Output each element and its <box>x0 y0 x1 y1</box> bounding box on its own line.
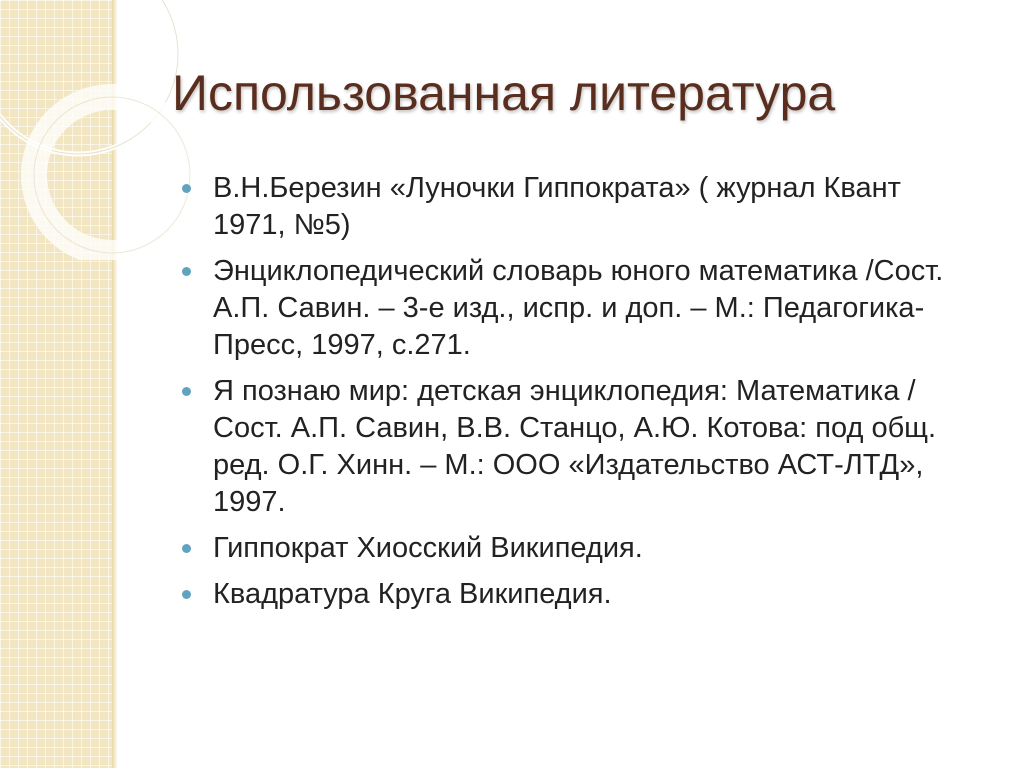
bullet-dot-icon <box>182 267 191 276</box>
bibliography-list <box>180 170 980 622</box>
decorative-circles <box>0 0 200 260</box>
list-item-text: Гиппократ Хиосский Википедия. <box>213 532 643 564</box>
bullet-dot-icon <box>182 544 191 553</box>
list-item-text: Я познаю мир: детская энциклопедия: Математика / Сост. А.П. Савин, В.В. Станцо, А.Ю. Котова: под общ. ред. О.Г. Хинн. – М.: ООО «Издательство АСТ-ЛТД», 1997. <box>213 375 937 518</box>
slide-title: Использованная литература <box>172 65 836 121</box>
list-item <box>180 253 980 364</box>
list-item <box>180 170 980 244</box>
bullet-dot-icon <box>182 184 191 193</box>
list-item-text: Квадратура Круга Википедия. <box>213 578 612 610</box>
bullet-dot-icon <box>182 387 191 396</box>
list-item-text: Энциклопедический словарь юного математика /Сост. А.П. Савин. – 3-е изд., испр. и доп. – М.: Педагогика-Пресс, 1997, с.271. <box>213 255 944 361</box>
list-item-text: В.Н.Березин «Луночки Гиппократа» ( журнал Квант 1971, №5) <box>213 172 901 241</box>
list-item <box>180 530 980 567</box>
list-item <box>180 576 980 613</box>
bullet-dot-icon <box>182 590 191 599</box>
list-item <box>180 373 980 521</box>
